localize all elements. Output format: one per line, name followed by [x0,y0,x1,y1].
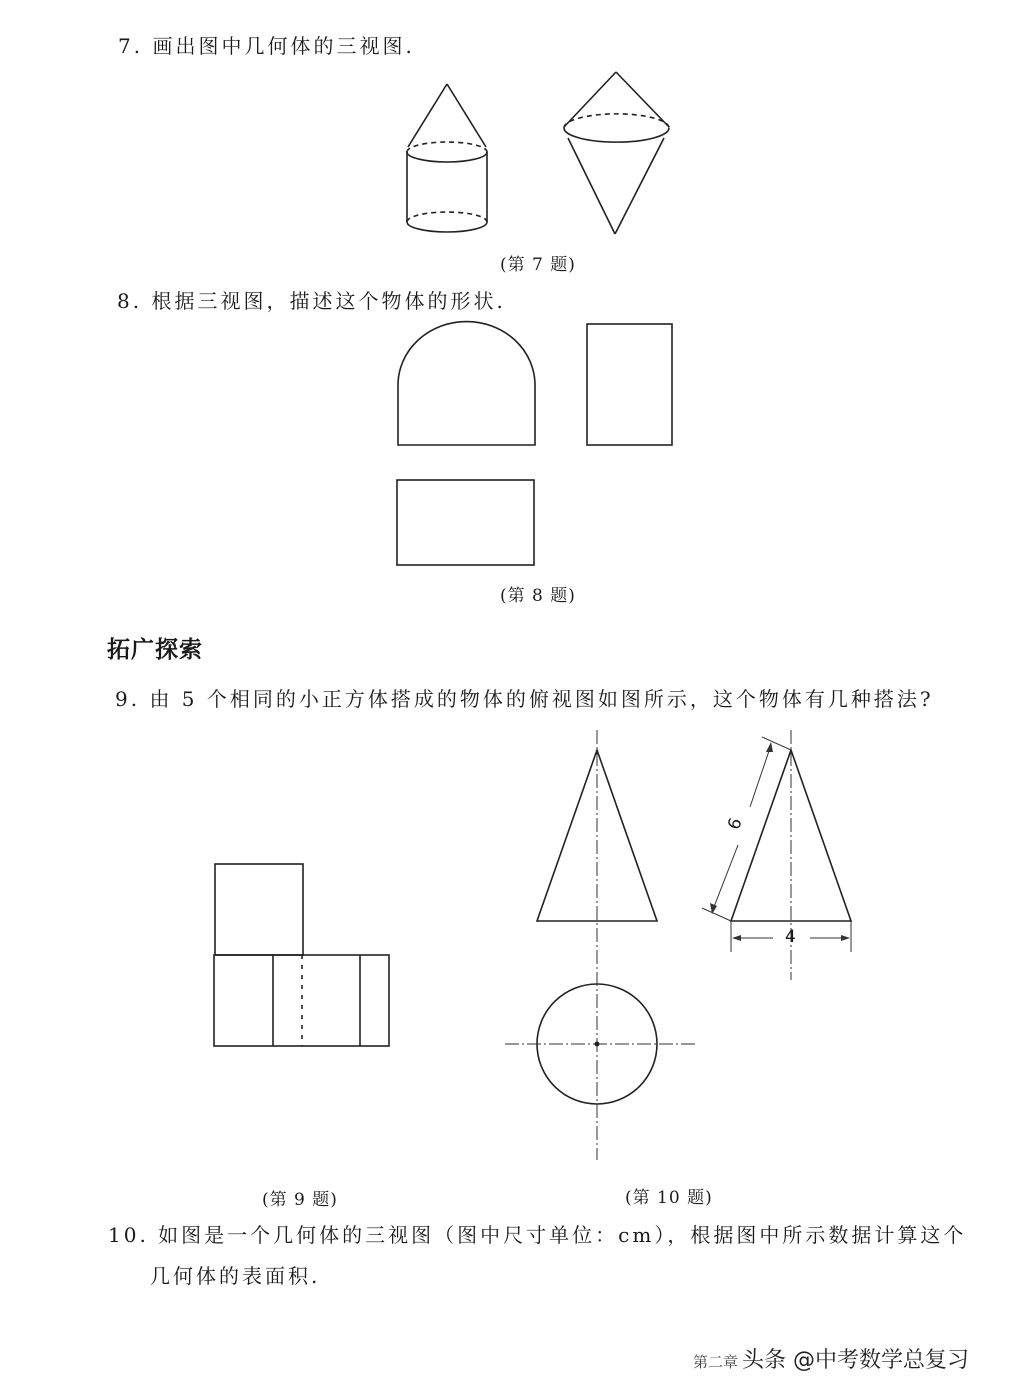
arch-front-view [398,322,535,445]
section-title: 拓广探索 [107,637,203,663]
top-view-rect [397,480,534,565]
figure-caption-10: (第 10 题) [625,1188,713,1208]
watermark-text: 头条 @中考数学总复习 [742,1348,970,1373]
question-10 [108,1219,966,1248]
question-9 [115,683,934,712]
center-point [595,1042,600,1047]
question-text-line1: 如图是一个几何体的三视图（图中尺寸单位：cm），根据图中所示数据计算这个 [158,1223,967,1247]
question-number: 9. [115,687,141,711]
question-number: 8. [117,289,143,313]
question-number: 10. [108,1223,149,1247]
figure-caption-8: (第 8 题) [500,586,576,606]
footer-watermark [693,1343,969,1374]
question-text: 根据三视图，描述这个物体的形状. [151,289,506,313]
base-width-label: 4 [785,927,796,947]
slant-height-label: 6 [724,815,747,833]
question-text: 画出图中几何体的三视图. [152,34,415,58]
side-view-rect [587,324,672,445]
question-8 [117,285,506,314]
page-footer-text: 第二章 [693,1353,739,1371]
double-cone-figure [564,72,669,234]
figure-caption-7: (第 7 题) [500,255,576,275]
question-text: 由 5 个相同的小正方体搭成的物体的俯视图如图所示，这个物体有几种搭法? [149,687,934,711]
cone-on-cylinder-figure [407,84,487,232]
question-number: 7. [118,34,144,58]
top-view-grid-figure [214,864,389,1046]
question-10-line2: 几何体的表面积. [150,1264,321,1288]
figure-caption-9: (第 9 题) [262,1190,338,1210]
